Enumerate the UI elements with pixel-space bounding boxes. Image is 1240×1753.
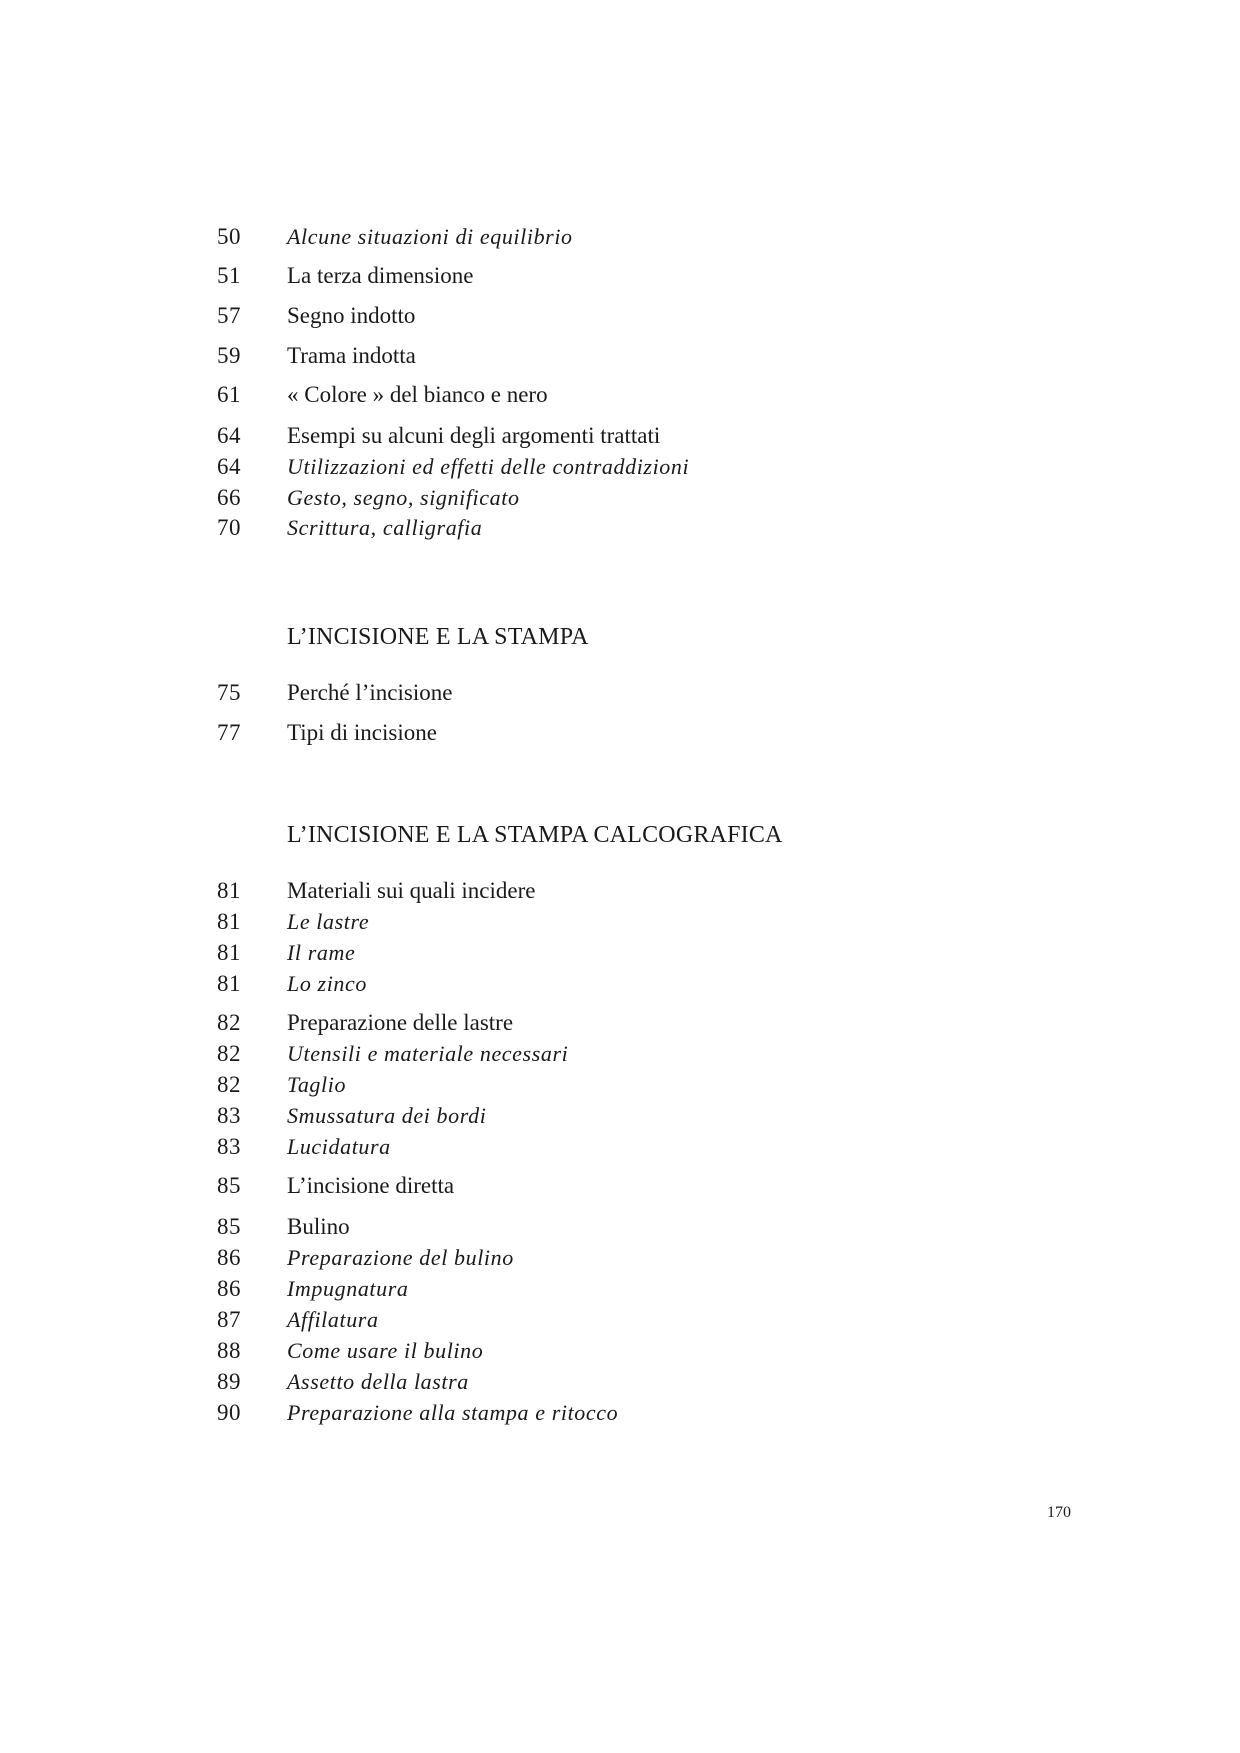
toc-entry-title: Lucidatura: [287, 1134, 391, 1159]
toc-entry-title: Impugnatura: [287, 1276, 409, 1301]
toc-entry-title: Utensili e materiale necessari: [287, 1041, 569, 1066]
toc-entry-title: Trama indotta: [287, 343, 416, 368]
toc-page-number: 81: [217, 909, 241, 934]
toc-page-number: 75: [217, 680, 241, 705]
toc-page-number: 85: [217, 1214, 241, 1239]
toc-page-number: 87: [217, 1307, 241, 1332]
toc-entry-title: Lo zinco: [287, 971, 367, 996]
toc-entry-title: Materiali sui quali incidere: [287, 878, 536, 903]
toc-entry-title: L’incisione diretta: [287, 1173, 455, 1198]
toc-entry-title: Bulino: [287, 1214, 350, 1239]
toc-page-number: 66: [217, 485, 241, 510]
toc-page-number: 82: [217, 1072, 241, 1097]
toc-page-number: 64: [217, 454, 241, 479]
toc-page-number: 85: [217, 1173, 241, 1198]
toc-page-number: 50: [217, 224, 241, 249]
toc-entry-title: Alcune situazioni di equilibrio: [287, 224, 573, 249]
toc-entry-title: Esempi su alcuni degli argomenti trattati: [287, 423, 661, 448]
toc-page-number: 81: [217, 878, 241, 903]
toc-page-number: 77: [217, 720, 241, 745]
toc-page-number: 83: [217, 1134, 241, 1159]
toc-page-number: 88: [217, 1338, 241, 1363]
toc-page-number: 70: [217, 515, 241, 540]
toc-page-number: 61: [217, 382, 241, 407]
toc-page-number: 86: [217, 1245, 241, 1270]
toc-entry-title: Smussatura dei bordi: [287, 1103, 487, 1128]
toc-page-number: 89: [217, 1369, 241, 1394]
toc-entry-title: Utilizzazioni ed effetti delle contraddizioni: [287, 454, 690, 479]
toc-entry-title: Preparazione alla stampa e ritocco: [287, 1400, 619, 1425]
toc-entry-title: Tipi di incisione: [287, 720, 437, 745]
page-number: 170: [1047, 1504, 1071, 1521]
toc-entry-title: Le lastre: [287, 909, 370, 934]
toc-page-number: 86: [217, 1276, 241, 1301]
toc-page-number: 83: [217, 1103, 241, 1128]
toc-entry-title: Affilatura: [287, 1307, 379, 1332]
toc-page-number: 90: [217, 1400, 241, 1425]
toc-entry-title: Segno indotto: [287, 303, 416, 328]
section-heading: L’INCISIONE E LA STAMPA: [287, 624, 589, 650]
toc-entry-title: Come usare il bulino: [287, 1338, 484, 1363]
toc-entry-title: Il rame: [287, 940, 356, 965]
toc-page-number: 81: [217, 971, 241, 996]
toc-entry-title: Preparazione del bulino: [287, 1245, 514, 1270]
toc-entry-title: « Colore » del bianco e nero: [287, 382, 548, 407]
toc-page-number: 81: [217, 940, 241, 965]
section-heading: L’INCISIONE E LA STAMPA CALCOGRAFICA: [287, 822, 783, 848]
toc-page-number: 51: [217, 263, 241, 288]
toc-entry-title: Scrittura, calligrafia: [287, 515, 483, 540]
toc-entry-title: Assetto della lastra: [287, 1369, 469, 1394]
toc-entry-title: Preparazione delle lastre: [287, 1010, 514, 1035]
toc-page-number: 59: [217, 343, 241, 368]
toc-page-number: 64: [217, 423, 241, 448]
toc-page-number: 57: [217, 303, 241, 328]
toc-page-number: 82: [217, 1010, 241, 1035]
toc-entry-title: Taglio: [287, 1072, 347, 1097]
toc-page-number: 82: [217, 1041, 241, 1066]
toc-entry-title: Perché l’incisione: [287, 680, 453, 705]
toc-entry-title: Gesto, segno, significato: [287, 485, 520, 510]
toc-entry-title: La terza dimensione: [287, 263, 474, 288]
